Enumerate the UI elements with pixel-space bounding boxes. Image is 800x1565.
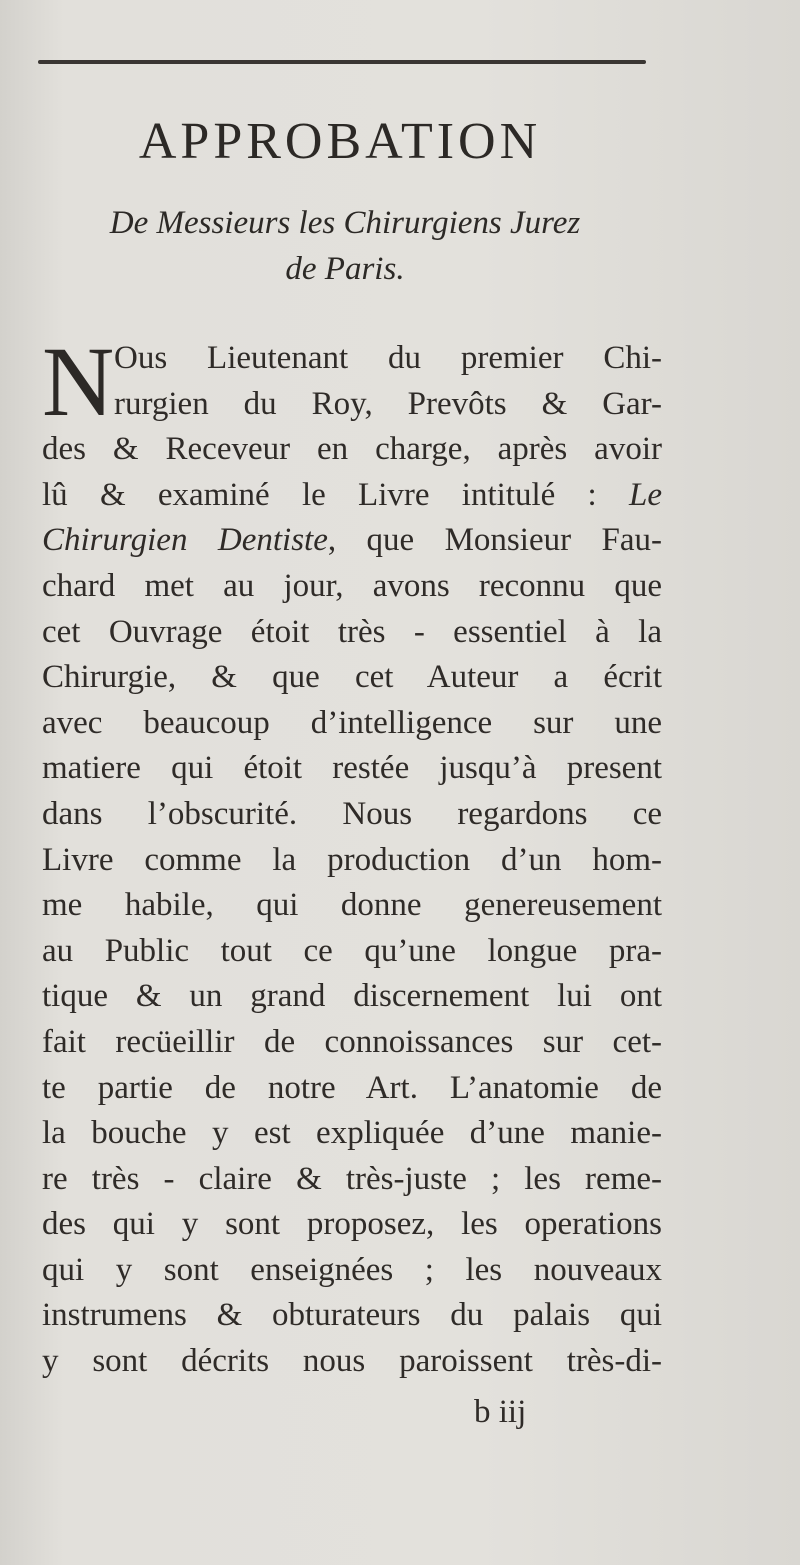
text-line: fait recüeillir de connoissances sur cet-: [42, 1023, 662, 1060]
drop-cap: N: [42, 326, 115, 437]
text-line: Chirurgie, & que cet Auteur a écrit: [42, 659, 662, 696]
page-title: APPROBATION: [138, 113, 542, 170]
text-line: re très - claire & très-juste ; les reme-: [42, 1160, 662, 1197]
book-title-italic: Chirurgien Dentiste: [42, 522, 328, 559]
text-line: tique & un grand discernement lui ont: [42, 978, 662, 1015]
catchword: b iij: [474, 1394, 527, 1430]
body-text: [42, 326, 662, 1385]
text-line: rurgien du Roy, Prevôts & Gar-: [114, 385, 662, 422]
text-line: instrumens & obturateurs du palais qui: [42, 1297, 662, 1334]
text-line: dans l’obscurité. Nous regardons ce: [42, 795, 662, 832]
text-line: y sont décrits nous paroissent très-di-: [42, 1343, 662, 1380]
text-line: des qui y sont proposez, les operations: [42, 1206, 662, 1243]
top-rule: [38, 60, 646, 64]
text-line: la bouche y est expliquée d’une manie-: [42, 1115, 662, 1152]
text-line: cet Ouvrage étoit très - essentiel à la: [42, 613, 662, 650]
book-title-italic: Le: [629, 476, 662, 513]
text-line: matiere qui étoit restée jusqu’à present: [42, 750, 662, 787]
text-line: des & Receveur en charge, après avoir: [42, 431, 662, 468]
text-span: lû & examiné le Livre intitulé :: [42, 476, 629, 513]
text-line: me habile, qui donne genereusement: [42, 887, 662, 924]
text-line: Ous Lieutenant du premier Chi-: [114, 340, 662, 376]
text-line: au Public tout ce qu’une longue pra-: [42, 932, 662, 969]
subtitle-line-1: De Messieurs les Chirurgiens Jurez: [109, 205, 581, 241]
text-line: [42, 473, 662, 519]
subtitle-line-2: de Paris.: [285, 251, 405, 287]
text-line: [42, 518, 662, 564]
text-line: avec beaucoup d’intelligence sur une: [42, 704, 662, 741]
text-line: qui y sont enseignées ; les nouveaux: [42, 1251, 662, 1288]
subtitle: [50, 200, 640, 292]
text-line: chard met au jour, avons reconnu que: [42, 567, 662, 604]
text-span: , que Monsieur Fau-: [327, 522, 662, 559]
text-line: te partie de notre Art. L’anatomie de: [42, 1069, 662, 1106]
text-line: Livre comme la production d’un hom-: [42, 841, 662, 878]
